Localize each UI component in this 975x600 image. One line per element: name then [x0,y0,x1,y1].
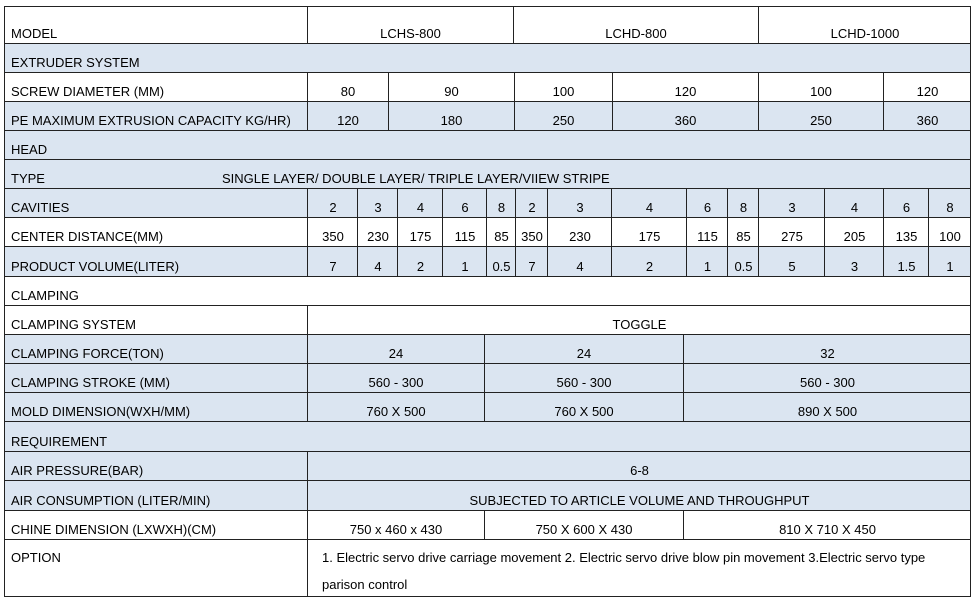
row-center-distance [4,217,971,246]
air-pressure-label: AIR PRESSURE(BAR) [11,463,144,478]
cavities-value: 4 [645,200,654,215]
center-distance-value: 115 [454,229,476,244]
cavities-value: 6 [902,200,911,215]
center-distance-value: 135 [895,229,918,244]
cavities-value: 2 [329,200,337,215]
screw-diameter-value: 120 [674,84,697,99]
row-head-section [4,130,971,159]
cavities-value: 8 [497,200,506,215]
center-distance-value: 85 [494,229,509,244]
model-label: MODEL [11,26,58,41]
row-mold-dimension [4,392,971,421]
cavities-value: 6 [703,200,712,215]
cavities-value: 4 [850,200,859,215]
air-pressure-value: 6-8 [630,463,649,478]
screw-diameter-value: 100 [810,84,832,99]
product-volume-value: 1 [946,259,954,274]
section-head: HEAD [11,142,48,157]
row-clamping-system [4,305,971,334]
row-model [4,6,971,43]
section-extruder: EXTRUDER SYSTEM [11,55,140,70]
pe-capacity-value: 250 [552,113,575,128]
section-clamping: CLAMPING [11,288,79,303]
mold-dimension-value: 760 X 500 [554,404,614,419]
product-volume-value: 0.5 [492,259,511,274]
model-lchs-800: LCHS-800 [380,26,441,41]
pe-capacity-label: PE MAXIMUM EXTRUSION CAPACITY KG/HR) [11,113,291,128]
option-label: OPTION [11,550,61,565]
cavities-value: 4 [416,200,425,215]
center-distance-value: 175 [638,229,661,244]
model-lchd-800: LCHD-800 [605,26,667,41]
cavities-value: 3 [374,200,382,215]
center-distance-value: 230 [569,229,591,244]
type-value: SINGLE LAYER/ DOUBLE LAYER/ TRIPLE LAYER/VIIEW STRIPE [222,171,610,186]
center-distance-value: 205 [843,229,866,244]
product-volume-value: 1 [703,259,712,274]
center-distance-value: 175 [409,229,432,244]
row-clamping-section [4,276,971,305]
screw-diameter-value: 120 [916,84,939,99]
cavities-value: 2 [528,200,536,215]
type-label: TYPE [11,171,45,186]
model-lchd-1000: LCHD-1000 [830,26,900,41]
option-value: 1. Electric servo drive carriage movement 2. Electric servo drive blow pin movement 3.Electric servo type parison control [322,550,926,592]
pe-capacity-value: 360 [674,113,697,128]
product-volume-value: 7 [329,259,337,274]
row-type [4,159,971,188]
product-volume-value: 7 [528,259,536,274]
cavities-value: 3 [788,200,796,215]
cavities-label: CAVITIES [11,200,70,215]
product-volume-value: 4 [576,259,584,274]
cavities-value: 8 [946,200,954,215]
center-distance-value: 115 [697,229,718,244]
mold-dimension-label: MOLD DIMENSION(WXH/MM) [11,404,191,419]
center-distance-value: 85 [736,229,751,244]
cavities-value: 8 [739,200,748,215]
center-distance-value: 275 [781,229,803,244]
product-volume-value: 5 [788,259,796,274]
clamping-force-label: CLAMPING FORCE(TON) [11,346,164,361]
clamping-force-value: 24 [388,346,404,361]
row-cavities [4,188,971,217]
product-volume-value: 0.5 [734,259,753,274]
pe-capacity-value: 180 [440,113,463,128]
center-distance-value: 230 [367,229,389,244]
row-air-pressure [4,451,971,480]
clamping-system-label: CLAMPING SYSTEM [11,317,136,332]
row-screw-diameter [4,72,971,101]
mold-dimension-value: 760 X 500 [366,404,426,419]
row-air-consumption [4,480,971,510]
clamping-stroke-label: CLAMPING STROKE (MM) [11,375,170,390]
pe-capacity-value: 360 [916,113,939,128]
product-volume-label: PRODUCT VOLUME(LITER) [11,259,180,274]
clamping-force-value: 24 [576,346,592,361]
clamping-stroke-value: 560 - 300 [800,375,855,390]
clamping-stroke-value: 560 - 300 [368,375,424,390]
product-volume-value: 3 [850,259,859,274]
row-pe-capacity [4,101,971,130]
center-distance-label: CENTER DISTANCE(MM) [11,229,164,244]
screw-diameter-label: SCREW DIAMETER (MM) [11,84,165,99]
screw-diameter-value: 80 [340,84,356,99]
chine-dimension-label: CHINE DIMENSION (LXWXH)(CM) [11,522,217,537]
center-distance-value: 350 [322,229,344,244]
screw-diameter-value: 90 [444,84,459,99]
product-volume-value: 2 [645,259,654,274]
air-consumption-value: SUBJECTED TO ARTICLE VOLUME AND THROUGHPUT [469,493,810,508]
mold-dimension-value: 890 X 500 [797,404,858,419]
row-product-volume [4,246,971,276]
row-clamping-stroke [4,363,971,392]
clamping-system-value: TOGGLE [612,317,667,332]
row-clamping-force [4,334,971,363]
product-volume-value: 4 [374,259,382,274]
pe-capacity-value: 120 [337,113,359,128]
screw-diameter-value: 100 [552,84,575,99]
chine-dimension-value: 810 X 710 X 450 [779,522,876,537]
center-distance-value: 350 [521,229,543,244]
product-volume-value: 2 [416,259,425,274]
row-extruder-section [4,43,971,72]
clamping-force-value: 32 [820,346,835,361]
section-requirement: REQUIREMENT [11,434,108,449]
pe-capacity-value: 250 [810,113,832,128]
row-requirement-section [4,421,971,451]
air-consumption-label: AIR CONSUMPTION (LITER/MIN) [11,493,211,508]
chine-dimension-value: 750 x 460 x 430 [349,522,443,537]
center-distance-value: 100 [939,229,961,244]
product-volume-value: 1 [461,259,469,274]
cavities-value: 6 [461,200,469,215]
clamping-stroke-value: 560 - 300 [556,375,612,390]
product-volume-value: 1.5 [897,259,916,274]
cavities-value: 3 [576,200,584,215]
chine-dimension-value: 750 X 600 X 430 [535,522,633,537]
row-chine-dimension [4,510,971,539]
